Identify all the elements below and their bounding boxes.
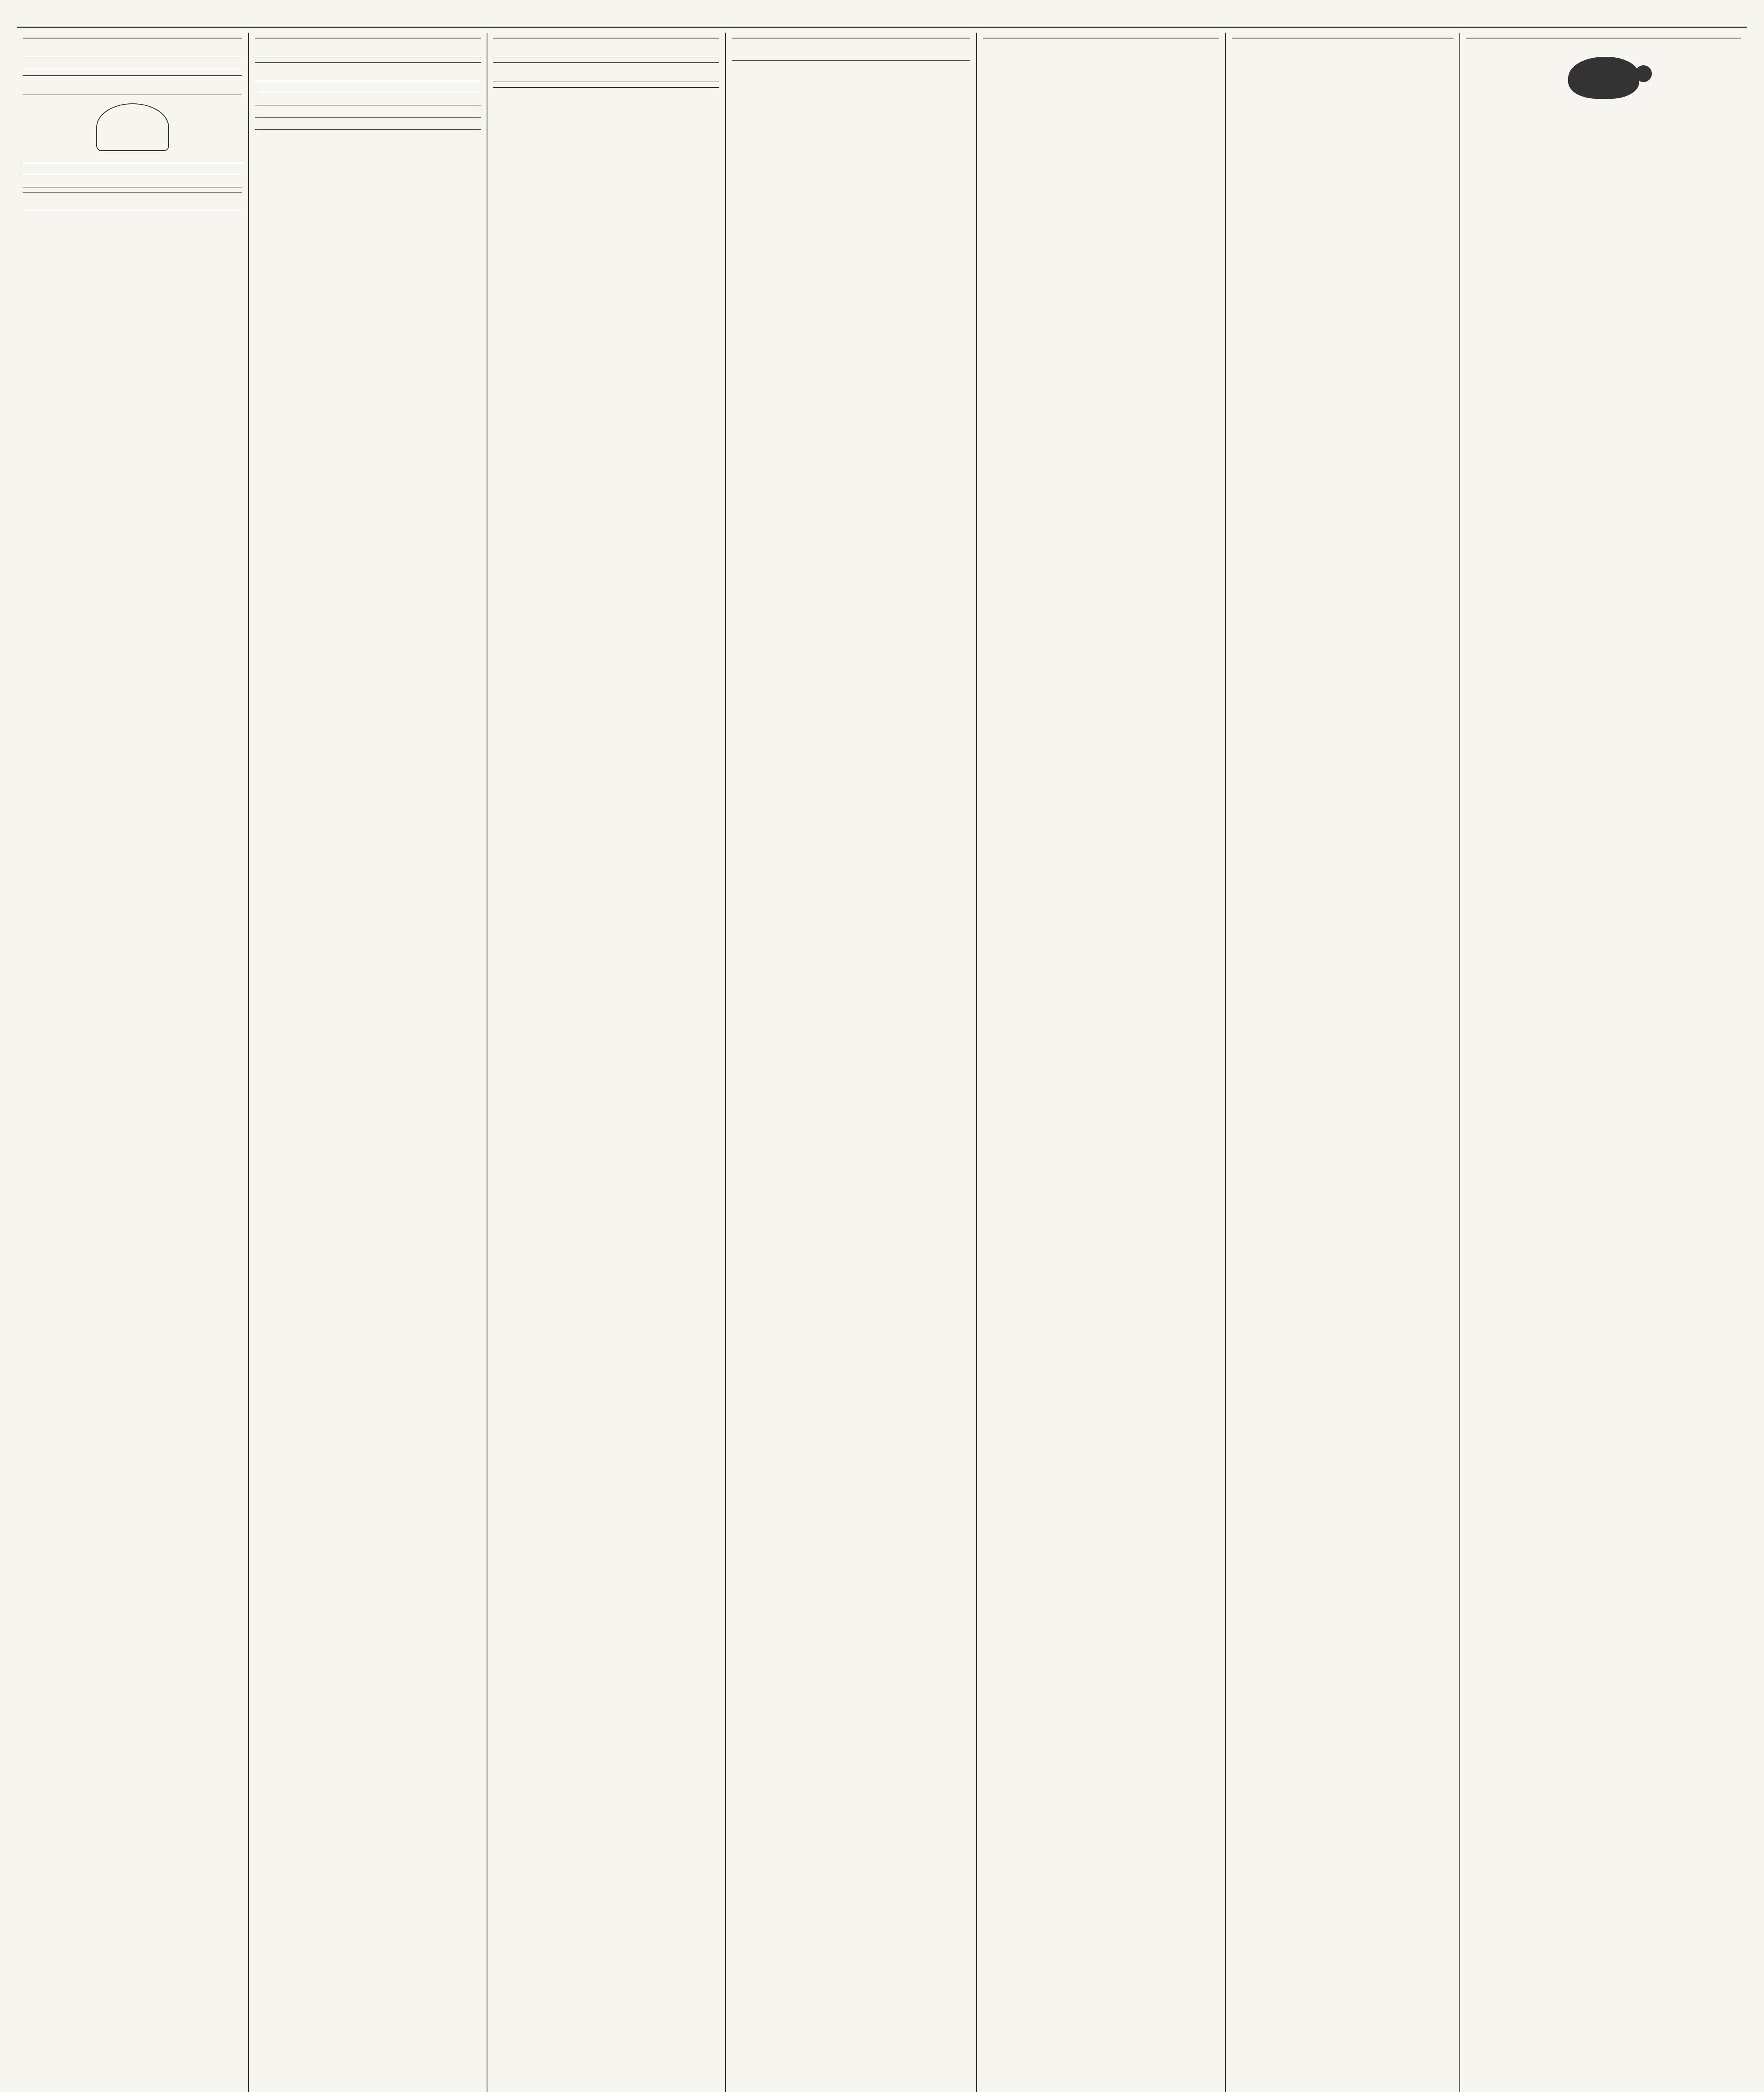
notice-county-council: [23, 199, 242, 211]
column-amusements: [249, 33, 487, 2092]
column-heading: [983, 33, 1219, 38]
column-heading: [255, 33, 481, 38]
ad-jw-wade: [732, 61, 970, 96]
column-heading: [732, 33, 970, 38]
notice-sewing-machine: [23, 82, 242, 95]
masthead-rule: [17, 26, 1747, 28]
notice-election-writ: [255, 69, 481, 81]
notice-matawhero-pound: [493, 94, 719, 105]
page-columns: [17, 33, 1747, 2092]
column-business-notices-2: [726, 33, 977, 2092]
column-drapery: [977, 33, 1226, 2092]
column-business-notices-1: [487, 33, 726, 2092]
column-sales-by-auction: [17, 33, 249, 2092]
section-heading-impounding: [493, 82, 719, 88]
auction-ad-cattle: [23, 44, 242, 57]
auction-ad-bushmere: [23, 57, 242, 70]
ad-macfarlanes-hall: [255, 44, 481, 57]
ad-graham-wines: [493, 44, 719, 57]
notice-to-electors: [255, 93, 481, 105]
section-heading-notices: [23, 70, 242, 76]
notice-locke-meetings: [255, 81, 481, 93]
notice-wanted-known: [255, 130, 481, 141]
ad-cooper-boots: [493, 69, 719, 82]
masthead-title: [0, 0, 1764, 25]
section-heading-electoral: [255, 57, 481, 63]
royal-crest-icon: [96, 103, 169, 151]
section-heading-council: [23, 187, 242, 193]
notice-maori: [255, 105, 481, 118]
column-miscellaneous: [1460, 33, 1747, 2092]
notice-crown-lands: [23, 95, 242, 163]
notice-building-society: [23, 163, 242, 175]
notice-photo-studio: [23, 175, 242, 187]
sheep-icon: [1568, 57, 1639, 99]
ad-premier-sheep-dip: [1466, 44, 1741, 138]
column-heading: [1232, 33, 1454, 38]
column-heading: [23, 33, 242, 38]
notice-compulsory-sale: [255, 118, 481, 130]
ad-ek-brown: [732, 44, 970, 61]
column-stationery: [1226, 33, 1460, 2092]
section-heading-boots: [493, 57, 719, 63]
column-heading: [1466, 33, 1741, 38]
column-heading: [493, 33, 719, 38]
